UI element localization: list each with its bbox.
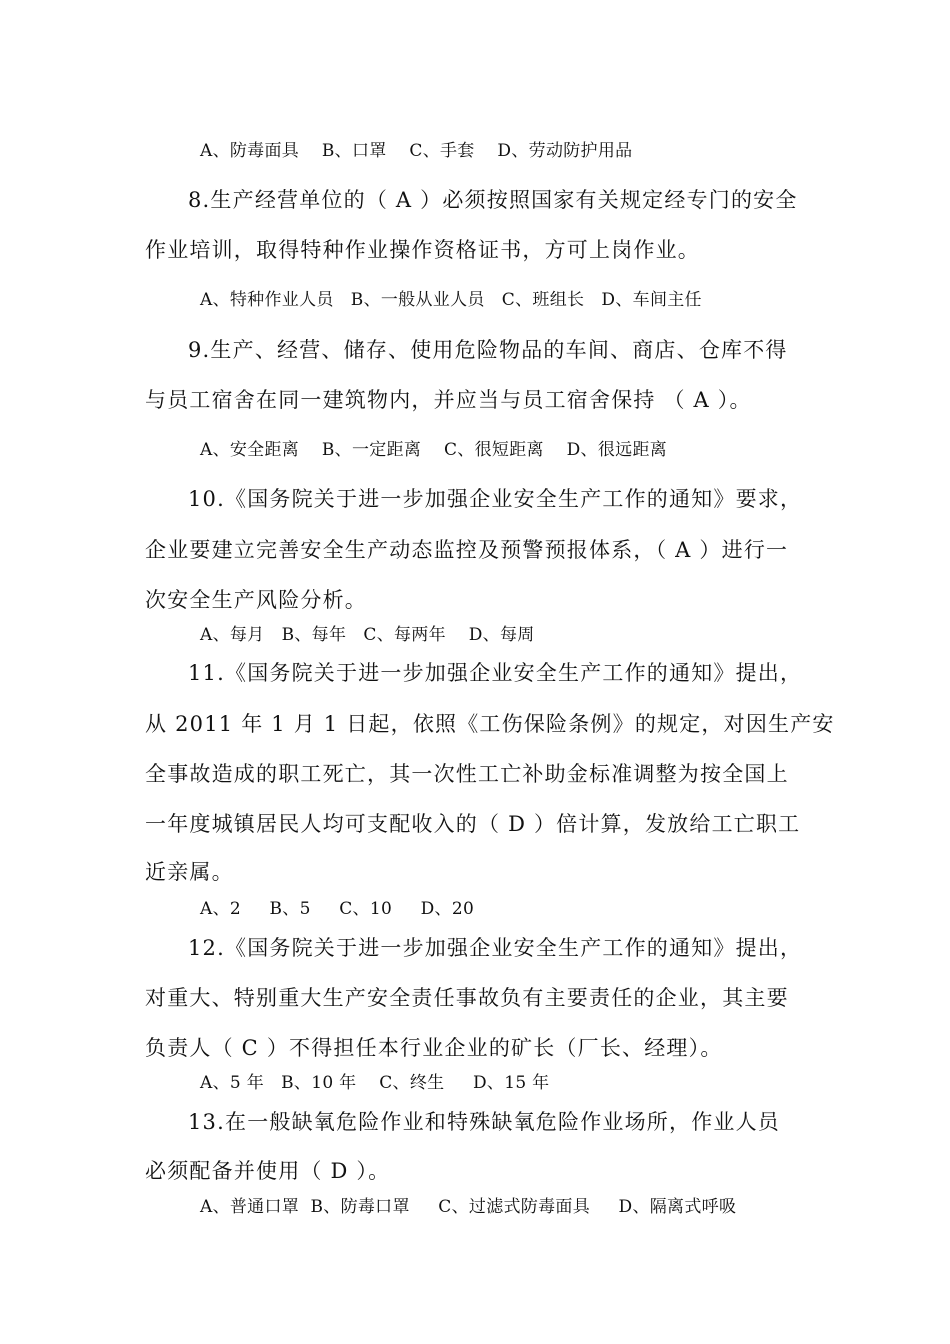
q12-options: A、5 年 B、10 年 C、终生 D、15 年: [200, 1073, 550, 1093]
q8-text-line-1: 8.生产经营单位的（ A ）必须按照国家有关规定经专门的安全: [188, 188, 798, 212]
q13-options: A、普通口罩 B、防毒口罩 C、过滤式防毒面具 D、隔离式呼吸: [200, 1197, 737, 1217]
q12-text-line-3: 负责人（ C ）不得担任本行业企业的矿长（厂长、经理）。: [145, 1036, 723, 1060]
q13-text-line-2: 必须配备并使用（ D ）。: [145, 1159, 391, 1183]
q9-text-line-1: 9.生产、经营、储存、使用危险物品的车间、商店、仓库不得: [188, 338, 788, 362]
q10-options: A、每月 B、每年 C、每两年 D、每周: [200, 625, 535, 645]
q11-text-line-2: 从 2011 年 1 月 1 日起，依照《工伤保险条例》的规定，对因生产安: [145, 712, 835, 736]
q8-text-line-2: 作业培训，取得特种作业操作资格证书，方可上岗作业。: [145, 238, 700, 262]
q10-text-line-3: 次安全生产风险分析。: [145, 588, 367, 612]
q10-text-line-1: 10.《国务院关于进一步加强企业安全生产工作的通知》要求，: [188, 487, 803, 511]
q11-text-line-4: 一年度城镇居民人均可支配收入的（ D ）倍计算，发放给工亡职工: [145, 812, 801, 836]
q10-text-line-2: 企业要建立完善安全生产动态监控及预警预报体系，（ A ）进行一: [145, 538, 789, 562]
q11-options: A、2 B、5 C、10 D、20: [200, 899, 475, 919]
q7-options: A、防毒面具 B、口罩 C、手套 D、劳动防护用品: [200, 141, 633, 161]
q12-text-line-1: 12.《国务院关于进一步加强企业安全生产工作的通知》提出，: [188, 936, 803, 960]
q13-text-line-1: 13.在一般缺氧危险作业和特殊缺氧危险作业场所，作业人员: [188, 1110, 780, 1134]
q9-text-line-2: 与员工宿舍在同一建筑物内，并应当与员工宿舍保持 （ A ）。: [145, 388, 752, 412]
q11-text-line-5: 近亲属。: [145, 860, 234, 884]
q11-text-line-3: 全事故造成的职工死亡，其一次性工亡补助金标准调整为按全国上: [145, 762, 789, 786]
q8-options: A、特种作业人员 B、一般从业人员 C、班组长 D、车间主任: [200, 290, 702, 310]
q11-text-line-1: 11.《国务院关于进一步加强企业安全生产工作的通知》提出，: [188, 661, 803, 685]
q9-options: A、安全距离 B、一定距离 C、很短距离 D、很远距离: [200, 440, 668, 460]
q12-text-line-2: 对重大、特别重大生产安全责任事故负有主要责任的企业，其主要: [145, 986, 789, 1010]
